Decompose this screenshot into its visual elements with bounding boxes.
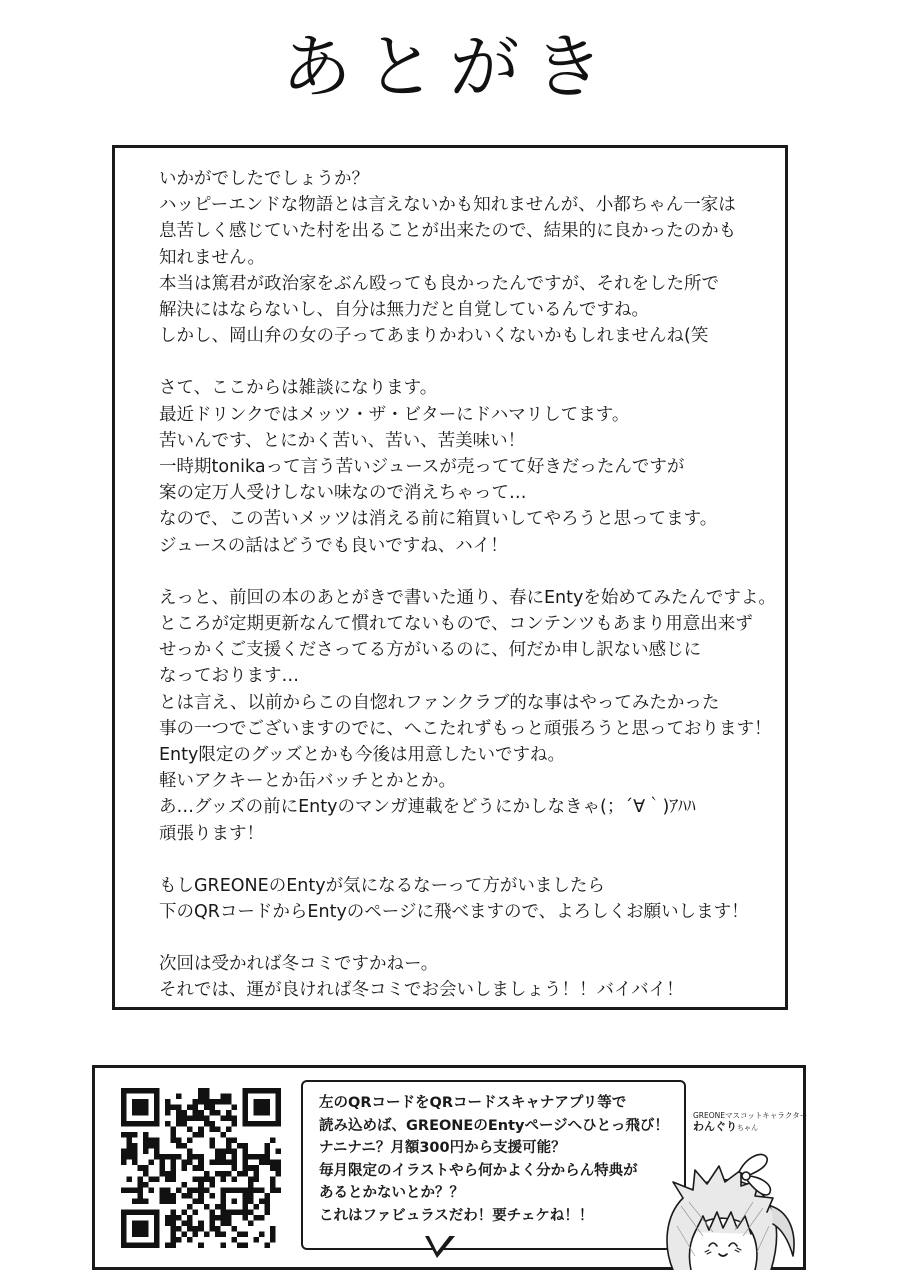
text-line: ハッピーエンドな物語とは言えないかも知れませんが、小都ちゃん一家は (159, 195, 736, 216)
text-line: ジュースの話はどうでも良いですね、ハイ！ (159, 535, 508, 556)
text-line: なっております… (159, 666, 299, 687)
mascot-caption-label: GREONEマスコットキャラクター (693, 1111, 808, 1120)
text-line: 解決にはならないし、自分は無力だと自覚しているんですね。 (159, 300, 649, 321)
speech-line: 左のQRコードをQRコードスキャナアプリ等で (319, 1095, 627, 1111)
text-line: それでは、運が良ければ冬コミでお会いしましょう！！バイバイ！ (159, 980, 684, 1001)
paragraph (159, 585, 779, 847)
text-line: 一時期tonikaって言う苦いジュースが売ってて好きだったんですが (159, 457, 685, 478)
text-line: 軽いアクキーとか缶バッチとかとか。 (159, 771, 456, 792)
text-line: 下のQRコードからEntyのページに飛べますので、よろしくお願いします！ (159, 902, 749, 923)
speech-line: あるとかないとか？？ (319, 1185, 464, 1201)
text-line: 知れません。 (159, 247, 266, 268)
text-line: いかがでしたでしょうか？ (159, 169, 369, 189)
qr-code-icon[interactable] (121, 1088, 281, 1248)
paragraph (159, 375, 779, 558)
mascot-character-icon (643, 1146, 805, 1270)
afterword-text (159, 166, 779, 1004)
text-line: Enty限定のグッズとかも今後は用意したいですね。 (159, 745, 565, 766)
text-line: 案の定万人受けしない味なので消えちゃって… (159, 483, 527, 504)
mascot-name: わんぐり (693, 1120, 737, 1133)
paragraph-gap (159, 349, 779, 375)
paragraph (159, 873, 779, 925)
text-line: ところが定期更新なんて慣れてないもので、コンテンツもあまり用意出来ず (159, 614, 753, 635)
speech-line: これはファビュラスだわ！要チェケね！！ (319, 1207, 594, 1224)
text-line: あ…グッズの前にEntyのマンガ連載をどうにかしなきゃ(；´∀｀)ｱﾊﾊ (159, 797, 696, 818)
speech-line: ナニナニ？月額300円から支援可能？ (319, 1140, 566, 1156)
text-line: とは言え、以前からこの自惚れファンクラブ的な事はやってみたかった (159, 692, 720, 713)
text-line: 苦いんです、とにかく苦い、苦い、苦美味い！ (159, 430, 526, 451)
text-line: 頑張ります！ (159, 823, 264, 844)
paragraph (159, 166, 779, 349)
text-line: さて、ここからは雑談になります。 (159, 378, 438, 399)
text-line: 次回は受かれば冬コミですかねー。 (159, 954, 439, 975)
text-line: えっと、前回の本のあとがきで書いた通り、春にEntyを始めてみたんですよ。 (159, 587, 776, 608)
afterword-box (112, 145, 788, 1010)
mascot-caption (693, 1110, 808, 1134)
text-line: 事の一つでございますのでに、へこたれずもっと頑張ろうと思っております！ (159, 718, 772, 739)
text-line: もしGREONEのEntyが気になるなーって方がいましたら (159, 875, 605, 896)
footer-box (92, 1065, 806, 1270)
paragraph (159, 951, 779, 1003)
speech-line: 読み込めば、GREONEのEntyページへひとっ飛び！ (319, 1117, 669, 1134)
text-line: 息苦しく感じていた村を出ることが出来たので、結果的に良かったのかも (159, 221, 737, 242)
speech-line: 毎月限定のイラストやら何かよく分からん特典が (319, 1162, 638, 1179)
text-line: 本当は篤君が政治家をぶん殴っても良かったんですが、それをした所で (159, 273, 719, 294)
text-line: しかし、岡山弁の女の子ってあまりかわいくないかもしれませんね(笑 (159, 326, 709, 347)
text-line: なので、この苦いメッツは消える前に箱買いしてやろうと思ってます。 (159, 509, 718, 530)
page-title: あとがき (281, 26, 618, 108)
mascot-name-suffix: ちゃん (737, 1124, 758, 1132)
speech-text (319, 1092, 669, 1227)
paragraph-gap (159, 559, 779, 585)
speech-bubble (301, 1080, 686, 1250)
paragraph-gap (159, 925, 779, 951)
text-line: せっかくご支援くださってる方がいるのに、何だか申し訳ない感じに (159, 640, 702, 661)
text-line: 最近ドリンクではメッツ・ザ・ビターにドハマリしてます。 (159, 404, 630, 425)
paragraph-gap (159, 847, 779, 873)
